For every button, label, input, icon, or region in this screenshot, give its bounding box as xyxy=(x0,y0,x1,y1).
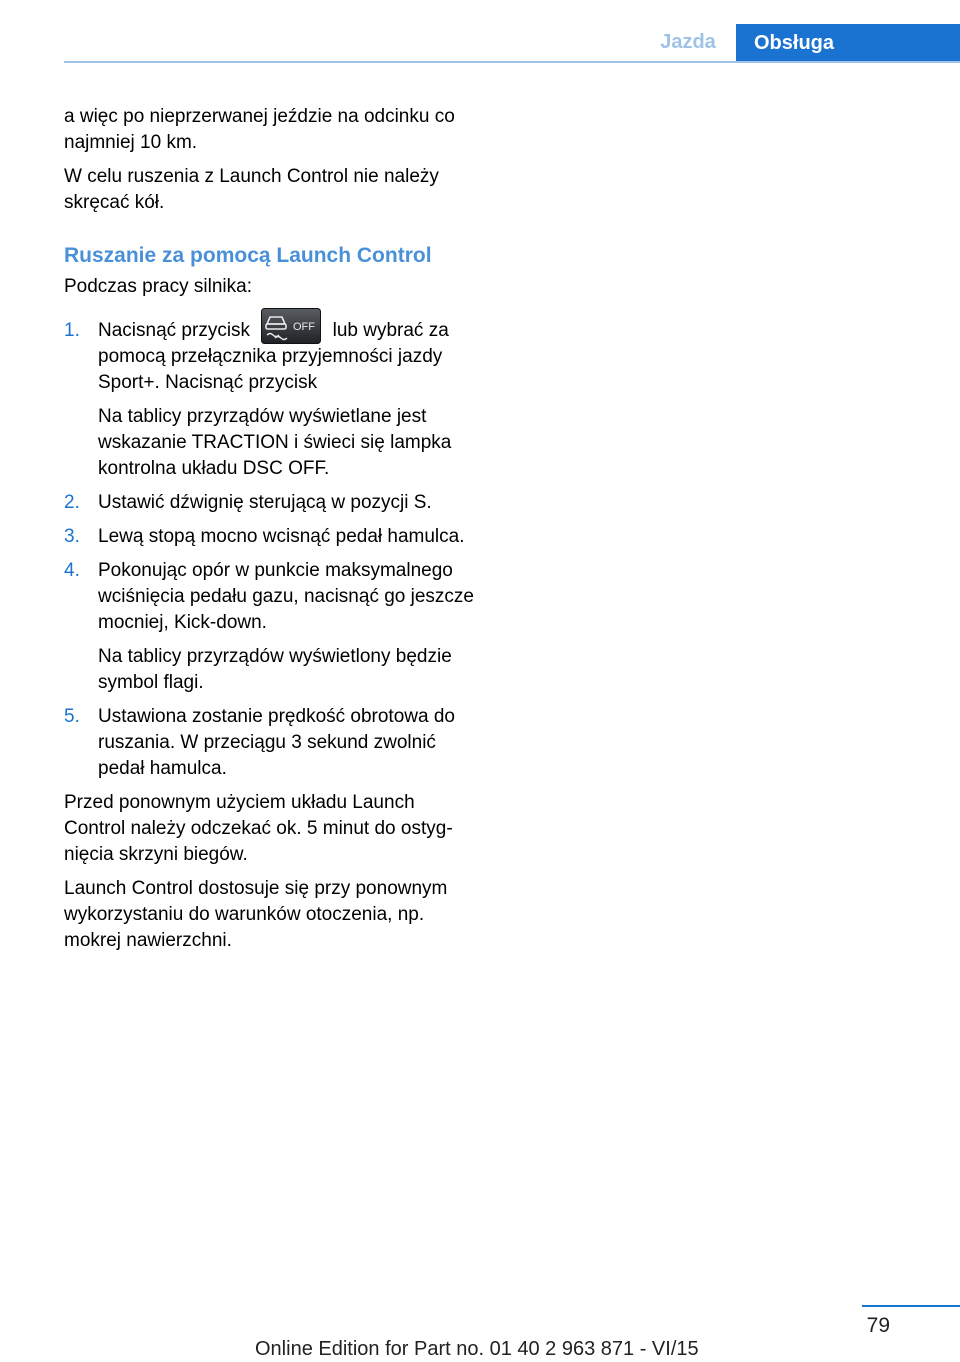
outro-paragraph-1: Przed ponownym użyciem układu Launch Control należy odczekać ok. 5 minut do ostygnięcia skrzyni biegów. xyxy=(64,792,453,866)
list-item xyxy=(64,524,476,550)
list-item xyxy=(64,318,476,482)
edition-footer: Online Edition for Part no. 01 40 2 963 871 - VI/15 xyxy=(255,1338,699,1360)
list-item xyxy=(64,704,476,782)
dsc-off-button-icon xyxy=(261,308,321,344)
section-heading: Ruszanie za pomocą Launch Control xyxy=(64,244,432,267)
header-divider xyxy=(64,61,960,63)
step-text: Ustawiona zostanie prędkość obrotowa do ruszania. W przeciągu 3 sekund zwolnić pedał hamulca. xyxy=(98,706,455,780)
intro-paragraph-2: W celu ruszenia z Launch Control nie należy skręcać kół. xyxy=(64,166,439,213)
step-note: Na tablicy przyrządów wyświetlane jest wskazanie TRACTION i świeci się lampka kontrolna układu DSC OFF. xyxy=(98,406,452,480)
tab-jazda[interactable]: Jazda xyxy=(660,31,716,53)
footer-divider xyxy=(862,1305,960,1307)
steps-list xyxy=(64,318,476,782)
step-number: 3. xyxy=(64,526,80,548)
step-text-continued: lub wybrać za pomocą przełącznika przyjemności jazdy Sport+. Nacisnąć przycisk xyxy=(98,320,449,394)
step-number: 1. xyxy=(64,320,80,341)
step-number: 4. xyxy=(64,560,80,582)
step-text: Ustawić dźwignię sterującą w pozycji S. xyxy=(98,492,432,514)
section-lead: Podczas pracy silnika: xyxy=(64,276,252,297)
outro-paragraph-2: Launch Control dostosuje się przy ponownym wykorzystaniu do warunków otoczenia, np. mokrej nawierzchni. xyxy=(64,878,448,952)
step-text: Pokonując opór w punkcie maksymalnego wciśnięcia pedału gazu, nacisnąć go jeszcze mocniej, Kick-down. xyxy=(98,560,474,634)
main-column xyxy=(64,104,476,962)
list-item xyxy=(64,490,476,516)
dsc-off-label: OFF xyxy=(293,321,316,333)
step-text: Nacisnąć przycisk xyxy=(98,320,251,342)
page-number: 79 xyxy=(866,1314,890,1337)
step-number: 5. xyxy=(64,706,80,728)
intro-paragraph-1: a więc po nieprzerwanej jeździe na odcinku co najmniej 10 km. xyxy=(64,106,455,153)
step-text: Lewą stopą mocno wcisnąć pedał hamulca. xyxy=(98,526,465,548)
list-item xyxy=(64,558,476,696)
step-number: 2. xyxy=(64,492,80,514)
tab-obsluga[interactable]: Obsługa xyxy=(736,24,960,63)
step-note: Na tablicy przyrządów wyświetlony będzie symbol flagi. xyxy=(98,646,452,694)
